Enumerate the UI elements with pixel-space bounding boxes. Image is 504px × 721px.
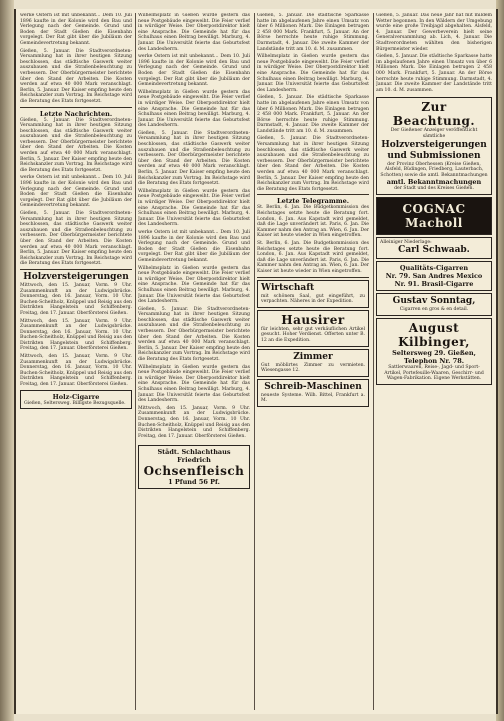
col2-news-text: Wilhelmsplatz in Gießen wurde gestern das neue Postgebäude eingeweiht. Die Feier verlief in würdiger Weise. Der Oberpostdirektor hielt eine Ansprache. Die Gemeinde hat für das Schulhaus einen Beitrag bewilligt. Marburg, 4. Januar. Die Universität feierte das Geburtsfest des Landesherrn. — [138, 13, 250, 52]
column-4 — [376, 13, 492, 710]
slaughterhouse-title: Städt. Schlachthaus Friedrich — [157, 448, 231, 465]
page-left-fold — [0, 0, 14, 721]
cigar-line-2: Nr. 91. Brasil-Cigarre — [394, 280, 474, 289]
wirtschaft-ad — [257, 280, 369, 308]
cognac-name: Carl Schwaab. — [398, 245, 470, 256]
notice-big: Holzversteigerungen und Submissionen — [381, 139, 487, 161]
col2-news-text-7: Wilhelmsplatz in Gießen wurde gestern das neue Postgebäude eingeweiht. Die Feier verlief in würdiger Weise. Der Oberpostdirektor hielt eine Ansprache. Die Gemeinde hat für das Schulhaus einen Beitrag bewilligt. Marburg, 4. Januar. Die Universität feierte das Geburtsfest des Landesherrn. — [138, 265, 250, 305]
zimmer-text: Gut möblirtes Zimmer zu vermieten. Wiesengasse 12. — [261, 362, 365, 374]
col2-news-text-2: werke Ostern ist mit unbekannt... Dem 10. Juli 1896 kaufte in der Kolonie wird den Bau und Verlegung nach der Gemeinde. Grund und Boden der Stadt Gießen die Eisenbahn vorgelegt. Der Rat gibt über die Jubiläum der Gemeindevertretung bekannt. — [138, 54, 250, 88]
col3-news-text-2: Wilhelmsplatz in Gießen wurde gestern das neue Postgebäude eingeweiht. Die Feier verlief in würdiger Weise. Der Oberpostdirektor hielt eine Ansprache. Die Gemeinde hat für das Schulhaus einen Beitrag bewilligt. Marburg, 4. Januar. Die Universität feierte das Geburtsfest des Landesherrn. — [257, 54, 369, 93]
cognac-title: COGNAC Macholl — [402, 201, 466, 230]
col1-news-text-2: werke Ostern ist mit unbekannt... Dem 10. Juli 1896 kaufte in der Kolonie wird den Bau und Verlegung nach der Gemeinde. Grund und Boden der Stadt Gießen die Eisenbahn vorgelegt. Der Rat gibt über die Jubiläum der Gemeindevertretung bekannt. — [20, 175, 132, 209]
wood-ad-text: Gießen, Seltersweg. Billigste Bezugsquelle. — [24, 400, 126, 406]
zimmer-ad — [257, 349, 369, 377]
col2-news-text-6: werke Ostern ist mit unbekannt... Dem 10. Juli 1896 kaufte in der Kolonie wird den Bau und Verlegung nach der Gemeinde. Grund und Boden der Stadt Gießen die Eisenbahn vorgelegt. Der Rat gibt über die Jubiläum der Gemeindevertretung bekannt. — [138, 229, 250, 263]
zimmer-title: Zimmer — [293, 351, 333, 362]
cognac-sub: Alleiniger Niederlage: — [380, 239, 432, 245]
col2-news-text-10: Mittwoch, den 15. Januar, Vorm. 9 Uhr. Zusammenkunft an der Ludwigsbrücke. Donnerstag, den 16. Januar, Vorm. 10 Uhr. Buchen-Scheitholz, Knüppel und Reisig aus den Distrikten Hangelstein und Schiffenberg. Freitag, den 17. Januar. Oberförsterei Gießen. — [138, 405, 250, 439]
notice-box — [376, 97, 492, 195]
auction-text: Mittwoch, den 15. Januar, Vorm. 9 Uhr. Zusammenkunft an der Ludwigsbrücke. Donnerstag, den 16. Januar, Vorm. 10 Uhr. Buchen-Scheitholz, Knüppel und Reisig aus den Distrikten Hangelstein und Schiffenberg. Freitag, den 17. Januar. Oberförsterei Gießen. — [20, 282, 132, 316]
col2-news-text-8: Gießen, 5. Januar. Die Stadtverordneten-Versammlung hat in ihrer heutigen Sitzung beschlossen, das städtische Gaswerk weiter auszubauen und die Straßenbeleuchtung zu verbessern. Der Oberbürgermeister berichtete über den Stand der Arbeiten. Die Kosten werden auf etwa 40 000 Mark veranschlagt. Berlin, 5. Januar. Der Kaiser empfing heute den Reichskanzler zum Vortrag. Im Reichstage wird die Beratung des Etats fortgesetzt. — [138, 306, 250, 363]
cigar-title: Qualitäts-Cigarren — [399, 264, 469, 273]
kilbinger-text: Sattlerwaaren, Reise-, Jagd- und Sport-Artikel, Portefeuille-Waaren, Geschirr- und Wagen-Fabrikation. Eigene Werkstätten. — [384, 365, 484, 382]
col2-news-text-5: Wilhelmsplatz in Gießen wurde gestern das neue Postgebäude eingeweiht. Die Feier verlief in würdiger Weise. Der Oberpostdirektor hielt eine Ansprache. Die Gemeinde hat für das Schulhaus einen Beitrag bewilligt. Marburg, 4. Januar. Die Universität feierte das Geburtsfest des Landesherrn. — [138, 188, 250, 228]
cigar-ad — [376, 261, 492, 291]
slaughterhouse-ad — [138, 445, 250, 489]
column-divider — [254, 13, 255, 710]
auction-text-2: Mittwoch, den 15. Januar, Vorm. 9 Uhr. Zusammenkunft an der Ludwigsbrücke. Donnerstag, den 16. Januar, Vorm. 10 Uhr. Buchen-Scheitholz, Knüppel und Reisig aus den Distrikten Hangelstein und Schiffenberg. Freitag, den 17. Januar. Oberförsterei Gießen. — [20, 318, 132, 352]
cognac-dealer — [376, 237, 492, 260]
kilbinger-addr: Seltersweg 29. Gießen, Telephon Nr. 78. — [392, 349, 476, 366]
amtl-text: der Stadt und des Kreises Gießen. — [394, 186, 474, 192]
sonntag-title: Gustav Sonntag, — [392, 296, 476, 307]
col2-news-text-9: Wilhelmsplatz in Gießen wurde gestern das neue Postgebäude eingeweiht. Die Feier verlief in würdiger Weise. Der Oberpostdirektor hielt eine Ansprache. Die Gemeinde hat für das Schulhaus einen Beitrag bewilligt. Marburg, 4. Januar. Die Universität feierte das Geburtsfest des Landesherrn. — [138, 364, 250, 404]
schreib-text: neueste Systeme. Wilh. Bittel, Frankfurt a. M. — [261, 392, 365, 404]
telegram-text-2: St. Berlin, 6. Jan. Die Budgetkommission des Reichstages setzte heute die Beratung fort. London, 6. Jan. Aus Kapstadt wird gemeldet, daß die Lage unverändert ist. Paris, 6. Jan. Die Kammer nahm den Antrag an. Wien, 6. Jan. Der Kaiser ist heute wieder in Wien eingetroffen. — [257, 240, 369, 274]
column-divider — [135, 13, 136, 710]
hausirer-title: Hausirer — [281, 312, 345, 327]
kilbinger-title: August Kilbinger, — [398, 321, 470, 350]
column-1 — [20, 13, 132, 710]
col3-news-text: Gießen, 5. Januar. Die städtische Sparkasse hatte im abgelaufenen Jahre einen Umsatz von über 6 Millionen Mark. Die Einlagen betrugen 2 458 000 Mark. Frankfurt, 5. Januar. An der Börse herrschte heute ruhige Stimmung. Darmstadt, 4. Januar. Die zweite Kammer der Landstände tritt am 10. d. M. zusammen. — [257, 13, 369, 52]
telegram-text: St. Berlin, 6. Jan. Die Budgetkommission des Reichstages setzte heute die Beratung fort. London, 6. Jan. Aus Kapstadt wird gemeldet, daß die Lage unverändert ist. Paris, 6. Jan. Die Kammer nahm den Antrag an. Wien, 6. Jan. Der Kaiser ist heute wieder in Wien eingetroffen. — [257, 205, 369, 239]
wood-ad-title: Holz-Cigarre — [52, 392, 100, 401]
col3-news-text-4: Gießen, 5. Januar. Die Stadtverordneten-Versammlung hat in ihrer heutigen Sitzung beschlossen, das städtische Gaswerk weiter auszubauen und die Straßenbeleuchtung zu verbessern. Der Oberbürgermeister berichtete über den Stand der Arbeiten. Die Kosten werden auf etwa 40 000 Mark veranschlagt. Berlin, 5. Januar. Der Kaiser empfing heute den Reichskanzler zum Vortrag. Im Reichstage wird die Beratung des Etats fortgesetzt. — [257, 136, 369, 192]
sonntag-ad — [376, 293, 492, 316]
column-divider — [373, 13, 374, 710]
col4-news-text-2: Gießen, 5. Januar. Die städtische Sparkasse hatte im abgelaufenen Jahre einen Umsatz von über 6 Millionen Mark. Die Einlagen betrugen 2 458 000 Mark. Frankfurt, 5. Januar. An der Börse herrschte heute ruhige Stimmung. Darmstadt, 4. Januar. Die zweite Kammer der Landstände tritt am 10. d. M. zusammen. — [376, 54, 492, 93]
column-2 — [138, 13, 250, 710]
notice-title: Zur Beachtung. — [392, 100, 476, 129]
amtl-title: amtl. Bekanntmachungen — [386, 178, 482, 187]
hausirer-text: für leichten, sehr gut verkäuflichen Artikel gesucht. Hoher Verdienst. Offerten unter B. 12 an die Expedition. — [261, 326, 365, 343]
slaughterhouse-price: 1 Pfund 56 Pf. — [168, 478, 220, 487]
slaughterhouse-sub: Ochsenfleisch — [143, 464, 245, 479]
col1-top-text: werke Ostern ist mit unbekannt... Dem 10. Juli 1896 kaufte in der Kolonie wird den Bau und Verlegung nach der Gemeinde. Grund und Boden der Stadt Gießen die Eisenbahn vorgelegt. Der Rat gibt über die Jubiläum der Gemeindevertretung bekannt. — [20, 13, 132, 46]
cigar-line-1: Nr. 79. San Andres Mexico — [385, 272, 483, 281]
auction-title: Holzversteigerungen — [23, 271, 129, 282]
col1-news-text-3: Gießen, 5. Januar. Die Stadtverordneten-Versammlung hat in ihrer heutigen Sitzung beschlossen, das städtische Gaswerk weiter auszubauen und die Straßenbeleuchtung zu verbessern. Der Oberbürgermeister berichtete über den Stand der Arbeiten. Die Kosten werden auf etwa 40 000 Mark veranschlagt. Berlin, 5. Januar. Der Kaiser empfing heute den Reichskanzler zum Vortrag. Im Reichstage wird die Beratung des Etats fortgesetzt. — [20, 211, 132, 267]
schreib-title: Schreib-Maschinen — [264, 381, 362, 392]
column-3 — [257, 13, 369, 710]
auction-text-3: Mittwoch, den 15. Januar, Vorm. 9 Uhr. Zusammenkunft an der Ludwigsbrücke. Donnerstag, den 16. Januar, Vorm. 10 Uhr. Buchen-Scheitholz, Knüppel und Reisig aus den Distrikten Hangelstein und Schiffenberg. Freitag, den 17. Januar. Oberförsterei Gießen. — [20, 354, 132, 388]
wirtschaft-text: mit schönem Saal, gut eingeführt, zu verpachten. Näheres in der Expedition. — [261, 293, 365, 305]
telegram-title: Letzte Telegramme. — [277, 197, 349, 206]
col1-top-text-cont: Gießen, 5. Januar. Die Stadtverordneten-Versammlung hat in ihrer heutigen Sitzung beschlossen, das städtische Gaswerk weiter auszubauen und die Straßenbeleuchtung zu verbessern. Der Oberbürgermeister berichtete über den Stand der Arbeiten. Die Kosten werden auf etwa 40 000 Mark veranschlagt. Berlin, 5. Januar. Der Kaiser empfing heute den Reichskanzler zum Vortrag. Im Reichstage wird die Beratung des Etats fortgesetzt. — [20, 48, 132, 104]
cognac-ad — [376, 197, 492, 235]
col2-news-text-3: Wilhelmsplatz in Gießen wurde gestern das neue Postgebäude eingeweiht. Die Feier verlief in würdiger Weise. Der Oberpostdirektor hielt eine Ansprache. Die Gemeinde hat für das Schulhaus einen Beitrag bewilligt. Marburg, 4. Januar. Die Universität feierte das Geburtsfest des Landesherrn. — [138, 89, 250, 129]
col3-news-text-3: Gießen, 5. Januar. Die städtische Sparkasse hatte im abgelaufenen Jahre einen Umsatz von über 6 Millionen Mark. Die Einlagen betrugen 2 458 000 Mark. Frankfurt, 5. Januar. An der Börse herrschte heute ruhige Stimmung. Darmstadt, 4. Januar. Die zweite Kammer der Landstände tritt am 10. d. M. zusammen. — [257, 95, 369, 134]
col2-news-text-4: Gießen, 5. Januar. Die Stadtverordneten-Versammlung hat in ihrer heutigen Sitzung beschlossen, das städtische Gaswerk weiter auszubauen und die Straßenbeleuchtung zu verbessern. Der Oberbürgermeister berichtete über den Stand der Arbeiten. Die Kosten werden auf etwa 40 000 Mark veranschlagt. Berlin, 5. Januar. Der Kaiser empfing heute den Reichskanzler zum Vortrag. Im Reichstage wird die Beratung des Etats fortgesetzt. — [138, 130, 250, 187]
col1-section-title: Letzte Nachrichten. — [39, 109, 113, 118]
wood-ad-box — [20, 390, 132, 410]
sonntag-text: Cigarren en gros & en detail. — [399, 307, 469, 313]
hausirer-ad — [257, 310, 369, 347]
notice-text: Der Gießener Anzeiger veröffentlicht sämtliche — [390, 128, 478, 139]
notice-text-2: der Provinz Oberhessen (Kreise Gießen, Alsfeld, Büdingen, Friedberg, Lauterbach, Schotten) sowie die amtl. Bekanntmachungen — [380, 161, 488, 178]
col4-news-text: Gießen, 5. Januar. Das neue Jahr hat mit mildem Wetter begonnen. In den Wäldern der Umgebung wurde eine große Treibjagd abgehalten. Alsfeld, 4. Januar. Der Gewerbeverein hielt seine Generalversammlung ab. Lich, 4. Januar. Die Stadtverordneten wählten den bisherigen Bürgermeister wieder. — [376, 13, 492, 52]
schreib-ad — [257, 379, 369, 407]
wirtschaft-title: Wirtschaft — [261, 282, 315, 293]
kilbinger-ad — [376, 318, 492, 385]
newspaper-sheet — [14, 9, 498, 714]
col1-news-text: Gießen, 5. Januar. Die Stadtverordneten-Versammlung hat in ihrer heutigen Sitzung beschlossen, das städtische Gaswerk weiter auszubauen und die Straßenbeleuchtung zu verbessern. Der Oberbürgermeister berichtete über den Stand der Arbeiten. Die Kosten werden auf etwa 40 000 Mark veranschlagt. Berlin, 5. Januar. Der Kaiser empfing heute den Reichskanzler zum Vortrag. Im Reichstage wird die Beratung des Etats fortgesetzt. — [20, 117, 132, 173]
